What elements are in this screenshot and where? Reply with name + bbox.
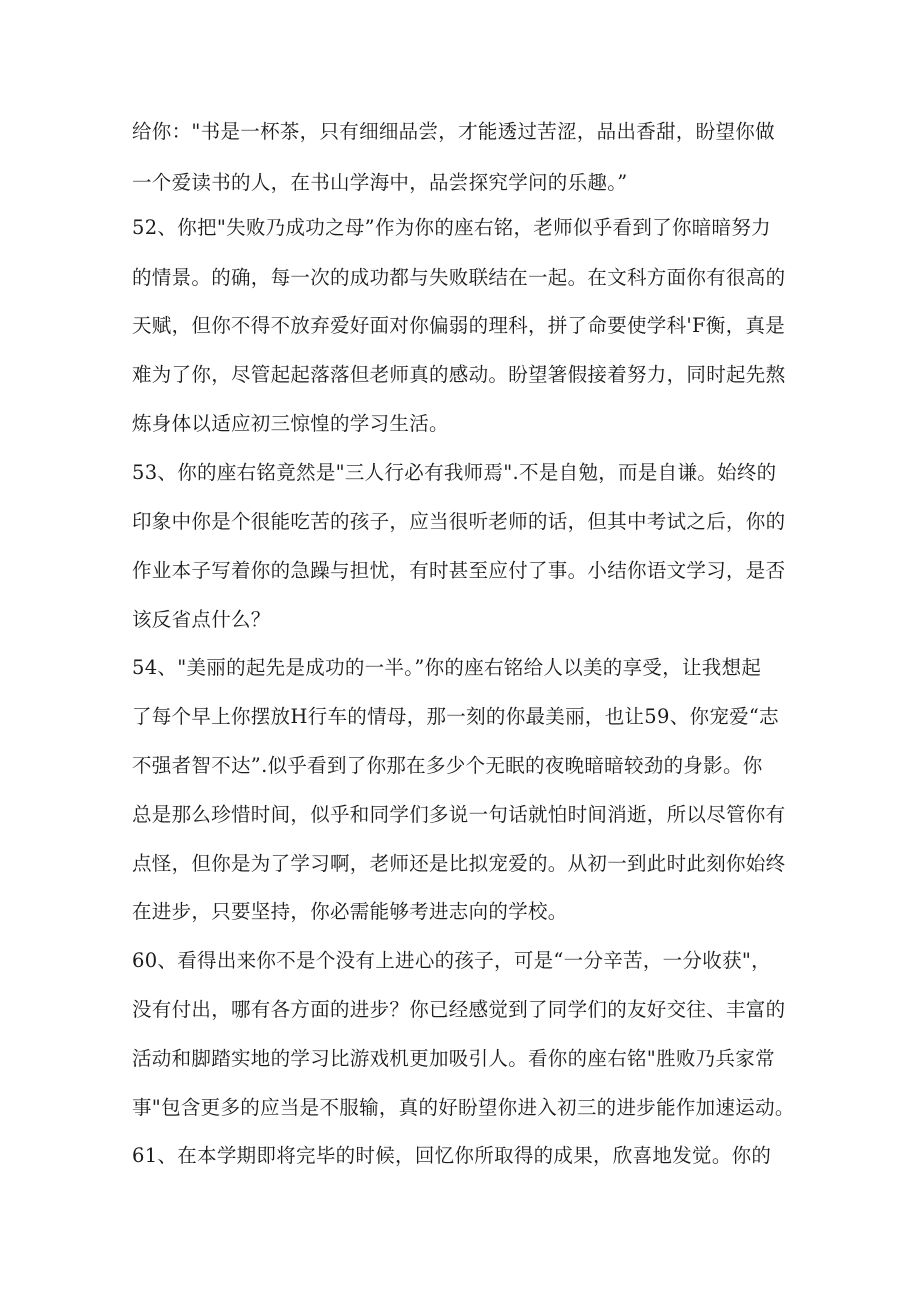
text-line: 点怪，但你是为了学习啊，老师还是比拟宠爱的。从初一到此时此刻你始终 [132,852,786,875]
text-line: 的情景。的确，每一次的成功都与失败联结在一起。在文科方面你有很高的 [132,266,786,289]
text-line: 印象中你是个很能吃苦的孩子，应当很听老师的话，但其中考试之后，你的 [132,510,786,533]
text-line: 了每个早上你摆放H行车的情母，那一刻的你最美丽，也让59、你宠爱“志 [132,705,779,728]
text-line: 54、"美丽的起先是成功的一半。”你的座右铭给人以美的享受，让我想起 [132,656,762,679]
text-line: 天赋，但你不得不放弃爱好面对你偏弱的理科，拼了命要使学科'F衡，真是 [132,314,786,337]
text-line: 事"包含更多的应当是不服输，真的好盼望你进入初三的进步能作加速运动。 [132,1096,795,1119]
text-line: 52、你把"失败乃成功之母”作为你的座右铭，老师似乎看到了你暗暗努力 [132,216,771,239]
text-line: 没有付出，哪有各方面的进步？你已经感觉到了同学们的友好交往、丰富的 [132,998,786,1021]
text-line: 61、在本学期即将完毕的时候，回忆你所取得的成果，欣喜地发觉。你的 [132,1144,772,1167]
text-line: 给你："书是一杯茶，只有细细品尝，才能透过苦涩，品出香甜，盼望你做 [132,120,775,143]
text-line: 不强者智不达”.似乎看到了你那在多少个无眠的夜晚暗暗较劲的身影。你 [132,754,763,777]
text-line: 60、看得出来你不是个没有上进心的孩子，可是“一分辛苦，一分收获"， [132,949,771,972]
text-line: 炼身体以适应初三惊惶的学习生活。 [132,412,449,435]
text-line: 活动和脚踏实地的学习比游戏机更加吸引人。看你的座右铭"胜败乃兵家常 [132,1047,775,1070]
text-line: 在进步，只要坚持，你必需能够考进志向的学校。 [132,900,568,923]
text-line: 作业本子写着你的急躁与担忧，有时甚至应付了事。小结你语文学习，是否 [132,559,786,582]
text-line: 一个爱读书的人，在书山学海中，品尝探究学问的乐趣。” [132,171,628,194]
text-line: 总是那么珍惜时间，似乎和同学们多说一句话就怕时间消逝，所以尽管你有 [132,803,786,826]
text-line: 该反省点什么？ [132,608,271,631]
text-line: 难为了你，尽管起起落落但老师真的感动。盼望箸假接着努力，同时起先熬 [132,363,786,386]
text-line: 53、你的座右铭竟然是"三人行必有我师焉".不是自勉，而是自谦。始终的 [132,461,777,484]
